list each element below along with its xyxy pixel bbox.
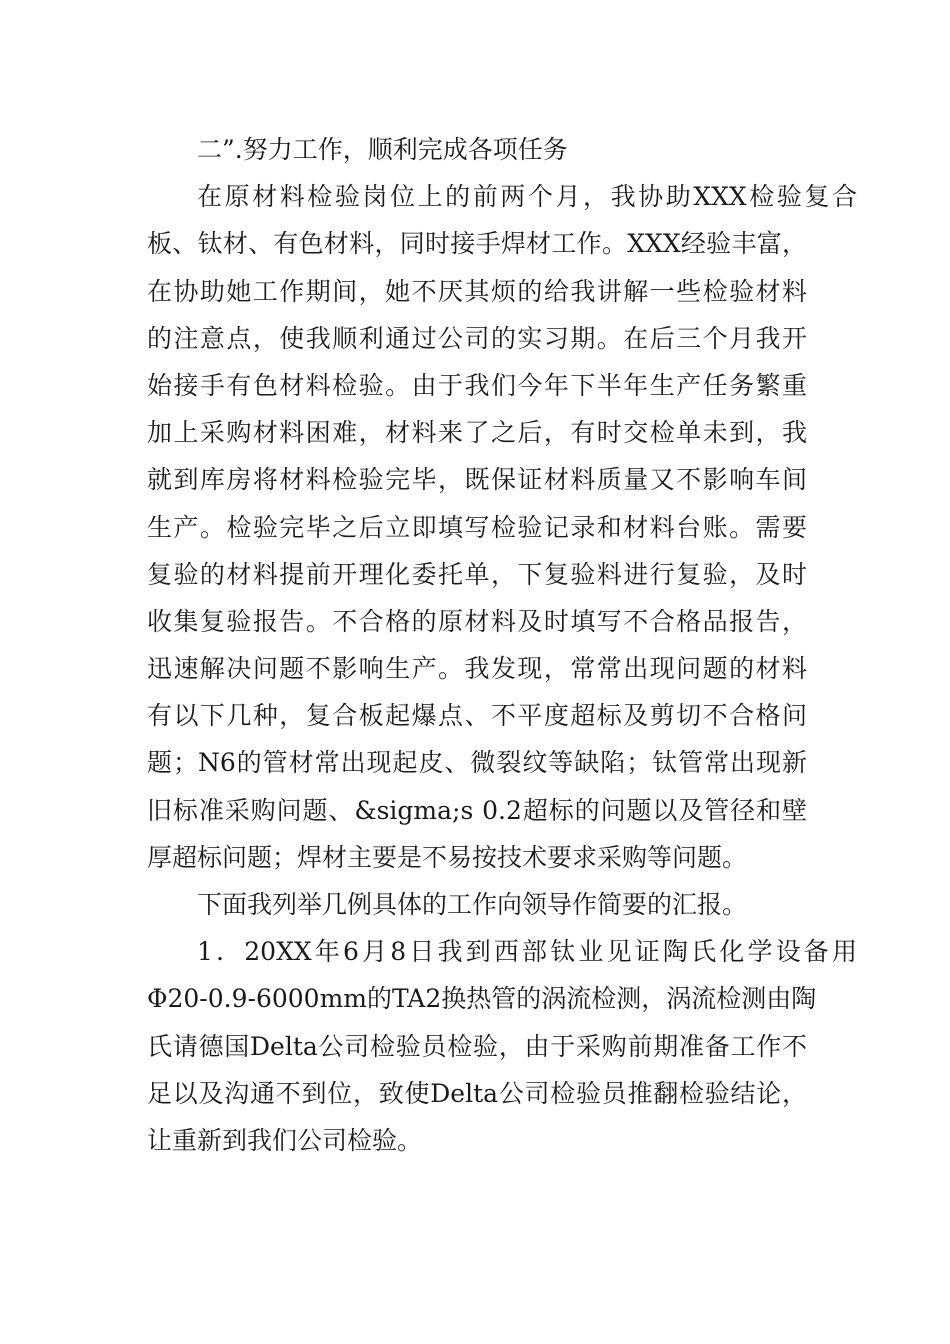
- paragraph-line: 题；N6的管材常出现起皮、微裂纹等缺陷；钛管常出现新: [147, 748, 807, 778]
- paragraph-line: 加上采购材料困难，材料来了之后，有时交检单未到，我: [147, 418, 807, 448]
- paragraph-line: 足以及沟通不到位，致使Delta公司检验员推翻检验结论，: [147, 1078, 807, 1108]
- section-heading: 二”.努力工作，顺利完成各项任务: [197, 135, 568, 164]
- document-body: [147, 126, 857, 1164]
- paragraph-line: 在原材料检验岗位上的前两个月，我协助XXX检验复合: [197, 182, 857, 212]
- paragraph-line: Φ20-0.9-6000mm的TA2换热管的涡流检测，涡流检测由陶: [147, 984, 817, 1014]
- paragraph-line: 板、钛材、有色材料，同时接手焊材工作。XXX经验丰富，: [147, 229, 807, 259]
- paragraph-line: 生产。检验完毕之后立即填写检验记录和材料台账。需要: [147, 512, 807, 542]
- paragraph-line: 的注意点，使我顺利通过公司的实习期。在后三个月我开: [147, 323, 807, 353]
- paragraph-line: 有以下几种，复合板起爆点、不平度超标及剪切不合格问: [147, 701, 807, 731]
- paragraph-line: 复验的材料提前开理化委托单，下复验料进行复验，及时: [147, 559, 807, 589]
- paragraph-line: 1．20XX年6月8日我到西部钛业见证陶氏化学设备用: [197, 937, 857, 967]
- paragraph-line: 厚超标问题；焊材主要是不易按技术要求采购等问题。: [147, 842, 748, 872]
- paragraph-line: 下面我列举几例具体的工作向领导作简要的汇报。: [197, 890, 748, 919]
- paragraph-line: 迅速解决问题不影响生产。我发现，常常出现问题的材料: [147, 654, 807, 684]
- paragraph-line: 氏请德国Delta公司检验员检验，由于采购前期准备工作不: [147, 1031, 807, 1061]
- paragraph-line: 收集复验报告。不合格的原材料及时填写不合格品报告，: [147, 606, 807, 636]
- paragraph-line: 在协助她工作期间，她不厌其烦的给我讲解一些检验材料: [147, 276, 807, 306]
- paragraph-line: 就到库房将材料检验完毕，既保证材料质量又不影响车间: [147, 465, 807, 495]
- paragraph-line: 让重新到我们公司检验。: [147, 1125, 423, 1155]
- paragraph-line: 旧标准采购问题、&sigma;s 0.2超标的问题以及管径和壁: [147, 795, 807, 825]
- paragraph-line: 始接手有色材料检验。由于我们今年下半年生产任务繁重: [147, 370, 807, 400]
